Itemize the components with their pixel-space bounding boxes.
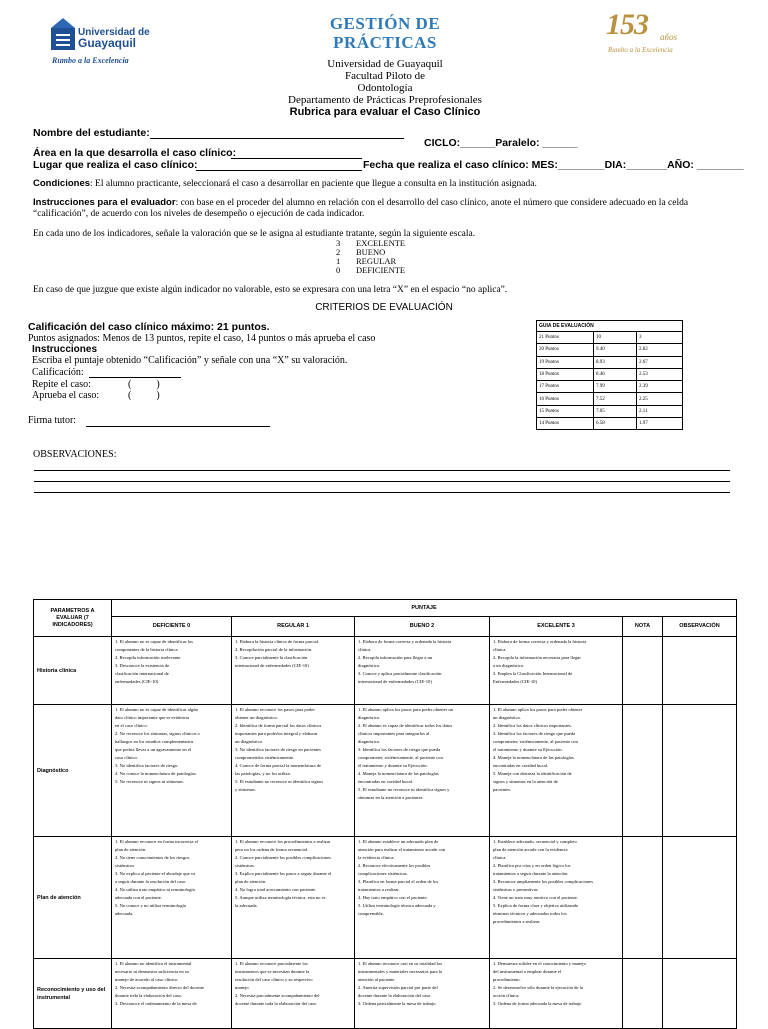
rubric-line: un diagnóstico.	[235, 739, 264, 744]
rubric-line: docente durante la elaboración del caso.	[358, 993, 432, 998]
anniversary-number: 153	[606, 8, 648, 41]
rubric-line: importantes para poderlos integral y elaborar	[235, 731, 318, 736]
title-line-1: GESTIÓN DE	[329, 14, 441, 33]
rubric-line: pacientes.	[493, 787, 512, 792]
rubric-line: tratamientos a seguir durante la atención.	[493, 871, 569, 876]
conditions-body: : El alumno practicante, seleccionará el caso a desarrollar en paciente que llegue a consulta en la institución asignada.	[90, 179, 537, 189]
repite-checkbox[interactable]: ( )	[128, 379, 160, 390]
rubric-cell	[355, 705, 490, 837]
rubric-line: obtener un diagnóstico.	[235, 715, 278, 720]
rubric-line: sistémicas.	[235, 863, 256, 868]
rubric-line: comprensible.	[358, 911, 384, 916]
rubric-line: manejo de acuerdo al caso clínico.	[115, 977, 179, 982]
rubric-line: resolución del caso clínico y su respectivo	[235, 977, 313, 982]
rubric-line: 3. Reconoce ampliamente los posibles complicaciones	[493, 879, 594, 884]
rubric-line: 3. Planifica en forma parcial el orden de los	[358, 879, 439, 884]
rubric-line: plan de atención.	[235, 879, 267, 884]
student-name-field[interactable]	[150, 128, 404, 139]
rubric-line: 5. No conoce y no utiliza terminología	[115, 903, 186, 908]
table-row: 21 Puntos 10 3	[537, 332, 683, 344]
rubric-line: 3. Desconoce la existencia de	[115, 663, 170, 668]
observations-line[interactable]	[34, 481, 730, 482]
rubric-line: dato clínico importante que se evidencia	[115, 715, 190, 720]
instructions-line1: : con base en el proceder del alumno en relación con el desarrollo del caso clínico, anote el número que considere adecuado en la celda	[175, 198, 689, 208]
rubric-line: 3. Ordena de forma adecuada la mesa de trabajo	[493, 1001, 582, 1006]
header-university: Universidad de Guayaquil	[327, 58, 443, 70]
rubric-line: 2. Recopilación parcial de la información.	[235, 647, 313, 652]
logo-text-1: Universidad de	[78, 27, 150, 38]
rubric-table	[33, 599, 737, 1029]
instructions-line2: “calificación”, de acuerdo con los niveles de desempeño o ejecución de cada indicador.	[33, 209, 365, 219]
rubric-line: 2. No reconoce los síntomas, signos clínicos o	[115, 731, 200, 736]
header-department: Departamento de Prácticas Preprofesionales	[288, 94, 482, 106]
rubric-line: internacional de enfermedades (CIE-10)	[235, 663, 309, 668]
rubric-cell	[112, 837, 232, 959]
rubric-line: atención para realizar el tratamiento acorde con	[358, 847, 446, 852]
rubric-line: 1. El alumno reconoce los procedimientos a realizar	[235, 839, 331, 844]
rubric-line: 3. Emplea la Clasificación Internacional de	[493, 671, 573, 676]
student-name-label: Nombre del estudiante:	[33, 127, 150, 139]
rubric-line: 4. Tiene un trato muy asertivo con el paciente.	[493, 895, 578, 900]
rubric-line: internacional de enfermedades (CIE-10)	[358, 679, 432, 684]
rubric-cell	[490, 959, 623, 1029]
param-name: Reconocimiento y uso del instrumental	[34, 959, 112, 1029]
rubric-cell	[232, 637, 355, 705]
rubric-line: comprometidos sistémicamente.	[235, 755, 295, 760]
observacion-cell[interactable]	[663, 837, 737, 959]
rubric-line: comprometer, sistémicamente, al paciente con	[358, 755, 443, 760]
rubric-line: sistémicas o presuntivas.	[493, 887, 539, 892]
scale-item: 3 EXCELENTE	[336, 238, 406, 248]
rubric-line: a un diagnóstico.	[493, 663, 525, 668]
rubric-line: diagnóstico.	[358, 715, 381, 720]
scale-item: 0 DEFICIENTE	[336, 265, 406, 275]
rubric-line: 5. El estudiante no reconoce ni identifica signos y	[358, 787, 450, 792]
rubric-line: 1. El alumno no identifica el instrumental	[115, 961, 192, 966]
rubric-line: 1. El alumno reconoce casi en su totalidad los	[358, 961, 443, 966]
rubric-line: 2. Conoce parcialmente los posibles complicaciones	[235, 855, 331, 860]
puntaje-header: PUNTAJE	[112, 600, 737, 617]
ciclo-paralelo-label: CICLO:______Paralelo: ______	[424, 137, 578, 149]
table-row: 19 Puntos 8.93 2.67	[537, 356, 683, 368]
rubric-line: necesario ni demuestra suficiencia en su	[115, 969, 189, 974]
rubric-cell	[232, 837, 355, 959]
observacion-cell[interactable]	[663, 959, 737, 1029]
table-row: 14 Puntos 6.58 1.97	[537, 418, 683, 430]
rubric-line: 5. Aunque utiliza terminología técnica, esta no es	[235, 895, 326, 900]
rubric-line: 2. El alumno es capaz de identificar todos los datos	[358, 723, 453, 728]
rubric-line: signos y síntomas en la atención de	[493, 779, 558, 784]
table-row: 20 Puntos 9.40 2.82	[537, 344, 683, 356]
observacion-cell[interactable]	[663, 705, 737, 837]
anniversary-suffix: años	[660, 32, 678, 42]
rubric-line: 2. Recopila información para llegar a un	[358, 655, 433, 660]
rubric-line: 4. Conoce de forma parcial la nomenclatura de	[235, 763, 321, 768]
area-label: Área en la que desarrolla el caso clínico:	[33, 147, 237, 159]
rubric-line: diagnóstico.	[358, 739, 381, 744]
rubric-line: pero no los ordena de forma secuencial.	[235, 847, 309, 852]
firma-field[interactable]	[86, 415, 270, 427]
rubric-line: atención al paciente	[358, 977, 395, 982]
rubric-line: 4. Maneja la nomenclatura de las patologías	[358, 771, 439, 776]
col-observacion: OBSERVACIÓN	[663, 617, 737, 637]
rubric-line: 3. Desconoce el ordenamiento de la mesa de	[115, 1001, 197, 1006]
rubric-line: clínicos importantes para integrarlos al	[358, 731, 430, 736]
rubric-line: 5. Explica de forma clara y objetiva utilizando	[493, 903, 579, 908]
aprueba-label: Aprueba el caso:	[32, 390, 100, 401]
rubric-line: 2. Recopila la información necesaria para llegar	[493, 655, 581, 660]
rubric-line: adecuada.	[115, 911, 134, 916]
param-name: Diagnóstico	[34, 705, 112, 837]
rubric-line: 3. No identifica factores de riesgo.	[115, 763, 179, 768]
rubric-line: diagnóstico.	[358, 663, 381, 668]
table-row	[34, 705, 737, 837]
rubric-line: 2. Identifica de forma parcial los datos clínicos	[235, 723, 322, 728]
rubric-line: 1. Elabora de forma correcta y ordenada la historia	[493, 639, 587, 644]
evaluator-instructions	[33, 197, 743, 220]
conditions-text	[33, 178, 733, 190]
rubric-line: 3. Conoce y aplica parcialmente clasificación	[358, 671, 442, 676]
rubric-line: clínica.	[358, 647, 372, 652]
rubric-line: sistémicos.	[115, 863, 136, 868]
rubric-line: 4. No logra total acercamiento con paciente.	[235, 887, 317, 892]
rubric-line: hallazgos en los estudios complementarios	[115, 739, 194, 744]
rubric-line: 1. El alumno establece un adecuado plan de	[358, 839, 439, 844]
rubric-line: clínica.	[493, 855, 507, 860]
rubric-line: encontradas en cavidad bucal.	[493, 763, 549, 768]
nota-cell[interactable]	[623, 837, 663, 959]
scale-item: 1 REGULAR	[336, 256, 397, 266]
assigned-points: Puntos asignados: Menos de 13 puntos, repite el caso, 14 puntos o más aprueba el caso	[28, 333, 376, 344]
evaluation-guide-table	[536, 320, 683, 430]
nota-cell[interactable]	[623, 705, 663, 837]
rubric-line: términos técnicos y adecuados todos los	[493, 911, 567, 916]
observations-line[interactable]	[34, 470, 730, 471]
rubric-line: componentes de la historia clínica.	[115, 647, 179, 652]
instructions-label: Instrucciones para el evaluador	[33, 197, 176, 208]
rubric-line: 1. El alumno reconoce los pasos para poder	[235, 707, 315, 712]
rubric-line: el tratamiento y durante su Ejecución.	[358, 763, 428, 768]
rubric-line: a seguir durante la resolución del caso.	[115, 879, 187, 884]
rubric-cell	[490, 705, 623, 837]
logo-slogan: Rumbo a la Excelencia	[52, 56, 129, 65]
rubric-line: 2. Necesita parcialmente acompañamiento del	[235, 993, 320, 998]
rubric-line: 1. Demuestra solidez en el conocimiento y manejo	[493, 961, 586, 966]
guide-title: GUIA DE EVALUACIÓN	[537, 321, 683, 332]
rubric-line: 1. El alumno aplica los pasos para poder obtener un	[358, 707, 453, 712]
rubric-cell	[490, 837, 623, 959]
scale-intro: En cada uno de los indicadores, señale la valoración que se le asigna al estudiante tratante, según la siguiente escala.	[33, 229, 476, 239]
rubric-line: 5. Maneja con destreza la identificación de	[493, 771, 572, 776]
rubric-line: 1. Establece adecuado, secuencial y completo	[493, 839, 577, 844]
rubric-line: 5. Utiliza terminología técnica adecuada y	[358, 903, 436, 908]
rubric-line: 1. El alumno reconoce parcialmente los	[235, 961, 308, 966]
rubric-line: instrumentales y materiales necesarios para la	[358, 969, 443, 974]
rubric-line: 1. El alumno no es capaz de identificar los	[115, 639, 193, 644]
page-title	[280, 14, 490, 54]
scale-item: 2 BUENO	[336, 247, 386, 257]
criteria-title: CRITERIOS DE EVALUACIÓN	[315, 302, 453, 313]
rubric-line: 5. El estudiante no reconoce ni identifica signos	[235, 779, 324, 784]
rubric-line: procedimiento.	[493, 977, 521, 982]
rubric-line: y síntomas.	[235, 787, 256, 792]
param-name: Plan de atención	[34, 837, 112, 959]
rubric-line: enfermedades (CIE-10)	[115, 679, 159, 684]
rubric-line: 4. Maneja la nomenclatura de las patologías	[493, 755, 574, 760]
param-header: PARAMETROS A EVALUAR (7 INDICADORES)	[34, 600, 112, 637]
rubric-cell	[232, 959, 355, 1029]
rubric-line: 2. Planifica por citas y en orden lógico los	[493, 863, 571, 868]
rubric-cell	[355, 959, 490, 1029]
col-excelente: EXCELENTE 3	[490, 617, 623, 637]
rubric-line: clínica.	[493, 647, 507, 652]
rubric-line: acción clínica.	[493, 993, 520, 998]
rubric-line: 1. El alumno no es capaz de identificar algún	[115, 707, 198, 712]
col-regular: REGULAR 1	[232, 617, 355, 637]
rubric-line: 4. Hay trato empático con el paciente.	[358, 895, 428, 900]
rubric-line: adecuada con el paciente.	[115, 895, 162, 900]
rubric-line: del instrumental a emplear durante el	[493, 969, 562, 974]
rubric-line: 2. Amerita supervisión parcial por parte del	[358, 985, 438, 990]
table-row	[34, 959, 737, 1029]
observacion-cell[interactable]	[663, 637, 737, 705]
rubric-line: síntomas en la atención a pacientes.	[358, 795, 424, 800]
title-line-2: PRÁCTICAS	[333, 33, 437, 52]
rubric-line: un diagnóstico.	[493, 715, 522, 720]
rubric-line: docente durante toda la elaboración del caso	[235, 1001, 317, 1006]
rubric-line: plan de atención.	[115, 847, 147, 852]
logo-text-2: Guayaquil	[78, 36, 137, 50]
table-row: 16 Puntos 7.52 2.25	[537, 393, 683, 405]
param-name: Historia clínica	[34, 637, 112, 705]
nota-cell[interactable]	[623, 959, 663, 1029]
rubric-line: manejo.	[235, 985, 250, 990]
rubric-cell	[112, 959, 232, 1029]
rubric-line: 2. Identifica los datos clínicos importantes.	[493, 723, 572, 728]
rubric-line: 2. Reconoce efectivamente los posibles	[358, 863, 431, 868]
repite-label: Repite el caso:	[32, 379, 91, 390]
firma-label: Firma tutor:	[28, 415, 77, 426]
rubric-cell	[355, 837, 490, 959]
calificacion-field[interactable]	[89, 367, 181, 378]
lugar-label: Lugar que realiza el caso clínico:	[33, 159, 198, 171]
rubric-line: comprometer, sistémicamente, al paciente con	[493, 739, 578, 744]
rubric-line: 1. El alumno aplica los pasos para poder obtener	[493, 707, 583, 712]
lugar-field[interactable]	[196, 160, 362, 171]
table-row: 18 Puntos 8.46 2.53	[537, 368, 683, 380]
rubric-line: 2. Recopila información irrelevante.	[115, 655, 182, 660]
table-row: 15 Puntos 7.05 2.11	[537, 405, 683, 417]
table-row: 17 Puntos 7.99 2.39	[537, 381, 683, 393]
rubric-line: procedimientos a realizar.	[493, 919, 541, 924]
anniversary-logo	[604, 8, 704, 62]
area-field[interactable]	[231, 148, 362, 159]
rubric-line: 3. Identifica los factores de riesgo que pueda	[358, 747, 441, 752]
header-school: Odontología	[357, 82, 413, 94]
rubric-line: caso clínico.	[115, 755, 138, 760]
rubric-line: 1. Elabora de forma correcta y ordenada la historia	[358, 639, 452, 644]
rubric-line: 4. No conoce la nomenclatura de patologías.	[115, 771, 197, 776]
rubric-line: las patologías, y no los utiliza.	[235, 771, 291, 776]
col-deficiente: DEFICIENTE 0	[112, 617, 232, 637]
conditions-label: Condiciones	[33, 178, 91, 189]
rubric-line: la evidencia clínica.	[358, 855, 395, 860]
max-score: Calificación del caso clínico máximo: 21 puntos.	[28, 321, 270, 333]
rubric-line: 3. No explica al paciente el abordaje que va	[115, 871, 196, 876]
rubric-line: plan de atención acorde con la evidencia	[493, 847, 568, 852]
anniversary-slogan: Rumbo a la Excelencia	[608, 46, 673, 54]
table-row	[34, 837, 737, 959]
rubric-line: 2. Necesita acompañamiento directo del docente	[115, 985, 205, 990]
score-instructions-text: Escriba el puntaje obtenido “Calificación” y señale con una “X” su valoración.	[32, 355, 348, 366]
calificacion-label: Calificación:	[32, 367, 84, 378]
rubric-line: la adecuada.	[235, 903, 258, 908]
no-aplica-note: En caso de que juzgue que existe algún indicador no valorable, esto se expresara con una letra “X” en el espacio “no aplica”.	[33, 285, 508, 295]
score-instructions-title: Instrucciones	[32, 344, 98, 355]
observations-line[interactable]	[34, 492, 730, 493]
header-faculty: Facultad Piloto de	[344, 70, 426, 82]
rubric-line: 3. No identifica factores de riesgo en pacientes	[235, 747, 321, 752]
fecha-label: Fecha que realiza el caso clínico: MES:________DIA:_______AÑO: ________	[363, 159, 744, 171]
rubric-line: 2. No tiene conocimientos de los riesgos	[115, 855, 190, 860]
rubric-line: 5. No reconoce ni signos ni síntomas.	[115, 779, 184, 784]
table-row	[34, 637, 737, 705]
rubric-line: Enfermedades (CIE-10)	[493, 679, 538, 684]
rubric-line: 3. Identifica los factores de riesgo que pueda	[493, 731, 576, 736]
rubric-line: clasificación internacional de	[115, 671, 169, 676]
rubric-line: complicaciones sistémicas.	[358, 871, 408, 876]
rubric-line: encontradas en cavidad bucal.	[358, 779, 414, 784]
scale-list	[336, 239, 405, 275]
rubric-cell	[355, 637, 490, 705]
rubric-line: 3. Conoce parcialmente la clasificación	[235, 655, 308, 660]
rubric-line: durante toda la elaboración del caso.	[115, 993, 183, 998]
col-nota: NOTA	[623, 617, 663, 637]
rubric-line: 1. El alumno reconoce en forma incorrecta el	[115, 839, 198, 844]
rubric-line: 3. Ordena parcialmente la mesa de trabajo.	[358, 1001, 437, 1006]
rubric-line: en el caso clínico.	[115, 723, 148, 728]
rubric-cell	[490, 637, 623, 705]
rubric-line: instrumentos que se necesitan durante la	[235, 969, 310, 974]
rubric-cell	[112, 705, 232, 837]
rubric-line: 1. Elabora la historia clínica de forma parcial.	[235, 639, 320, 644]
rubric-line: que podría llevar a un agravamiento en el	[115, 747, 192, 752]
header-rubric-title: Rubrica para evaluar el Caso Clínico	[289, 106, 481, 118]
col-bueno: BUENO 2	[355, 617, 490, 637]
rubric-line: 3. Explica parcialmente los pasos a seguir durante el	[235, 871, 332, 876]
header-lines	[230, 58, 540, 118]
rubric-cell	[232, 705, 355, 837]
rubric-line: 4. No utiliza trato empático ni terminología	[115, 887, 195, 892]
rubric-line: el tratamiento y durante su Ejecución.	[493, 747, 563, 752]
aprueba-checkbox[interactable]: ( )	[128, 390, 160, 401]
nota-cell[interactable]	[623, 637, 663, 705]
rubric-line: 2. Se desenvuelve sólo durante la ejecución de la	[493, 985, 583, 990]
observations-label: OBSERVACIONES:	[33, 449, 117, 460]
rubric-cell	[112, 637, 232, 705]
rubric-line: tratamientos a realizar.	[358, 887, 400, 892]
